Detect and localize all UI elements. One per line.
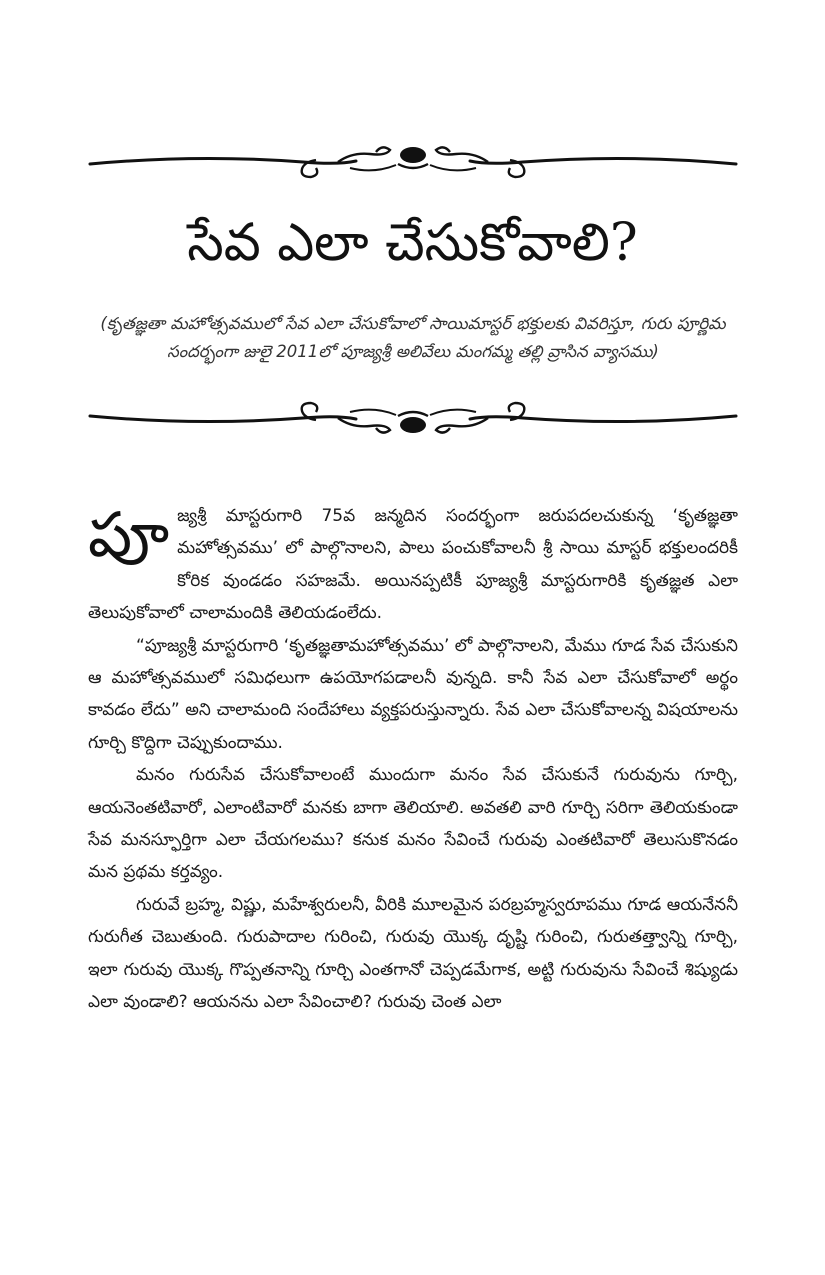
paragraph-2: “పూజ్యశ్రీ మాస్టరుగారి ‘కృతజ్ఞతామహోత్సవము’ లో పాల్గొనాలని, మేము గూడ సేవ చేసుకుని ఆ మహోత్సవములో సమిధలుగా ఉపయోగపడాలనీ వున్నది. కానీ సేవ ఎలా చేసుకోవాలో అర్థం కావడం లేదు” అని చాలామంది సందేహాలు వ్యక్తపరుస్తున్నారు. సేవ ఎలా చేసుకోవాలన్న విషయాలను గూర్చి కొద్దిగా చెప్పుకుందాము. xyxy=(88,635,738,753)
bottom-flourish-ornament xyxy=(88,396,738,440)
article-body xyxy=(88,500,738,1019)
paragraph-1 xyxy=(88,500,738,630)
paragraph-3: మనం గురుసేవ చేసుకోవాలంటే ముందుగా మనం సేవ చేసుకునే గురువును గూర్చి, ఆయనెంతటివారో, ఎలాంటివారో మనకు బాగా తెలియాలి. అవతలి వారి గూర్చి సరిగా తెలియకుండా సేవ మనస్ఫూర్తిగా ఎలా చేయగలము? కనుక మనం సేవించే గురువు ఎంతటివారో తెలుసుకొనడం మన ప్రథమ కర్తవ్యం. xyxy=(88,765,738,883)
top-flourish-ornament xyxy=(88,140,738,184)
drop-cap: పూ xyxy=(88,498,170,571)
paragraph-4: గురువే బ్రహ్మ, విష్ణు, మహేశ్వరులనీ, వీరికి మూలమైన పరబ్రహ్మస్వరూపము గూడ ఆయనేననీ గురుగీత చెబుతుంది. గురుపాదాల గురించి, గురువు యొక్క దృష్టి గురించి, గురుతత్త్వాన్ని గూర్చి, ఇలా గురువు యొక్క గొప్పతనాన్ని గూర్చి ఎంతగానో చెప్పడమేగాక, అట్టి గురువును సేవించే శిష్యుడు ఎలా వుండాలి? ఆయనను ఎలా సేవించాలి? గురువు చెంత ఎలా xyxy=(88,894,738,1013)
article-subtitle: (కృతజ్ఞతా మహోత్సవములో సేవ ఎలా చేసుకోవాలో సాయిమాస్టర్ భక్తులకు వివరిస్తూ, గురు పూర్ణిమ సందర్భంగా జులై 2011లో పూజ్యశ్రీ అలివేలు మంగమ్మ తల్లి వ్రాసిన వ్యాసము) xyxy=(100,314,726,361)
article-title: సేవ ఎలా చేసుకోవాలి? xyxy=(187,213,638,273)
paragraph-1-text: జ్యశ్రీ మాస్టరుగారి 75వ జన్మదిన సందర్భంగా జరుపదలచుకున్న ‘కృతజ్ఞతా మహోత్సవము’ లో పాల్గొనాలని, పాలు పంచుకోవాలనీ శ్రీ సాయి మాస్టర్ భక్తులందరికీ కోరిక వుండడం సహజమే. అయినప్పటికీ పూజ్యశ్రీ మాస్టరుగారికి కృతజ్ఞత ఎలా తెలుపుకోవాలో చాలామందికి తెలియడంలేదు. xyxy=(88,506,738,624)
